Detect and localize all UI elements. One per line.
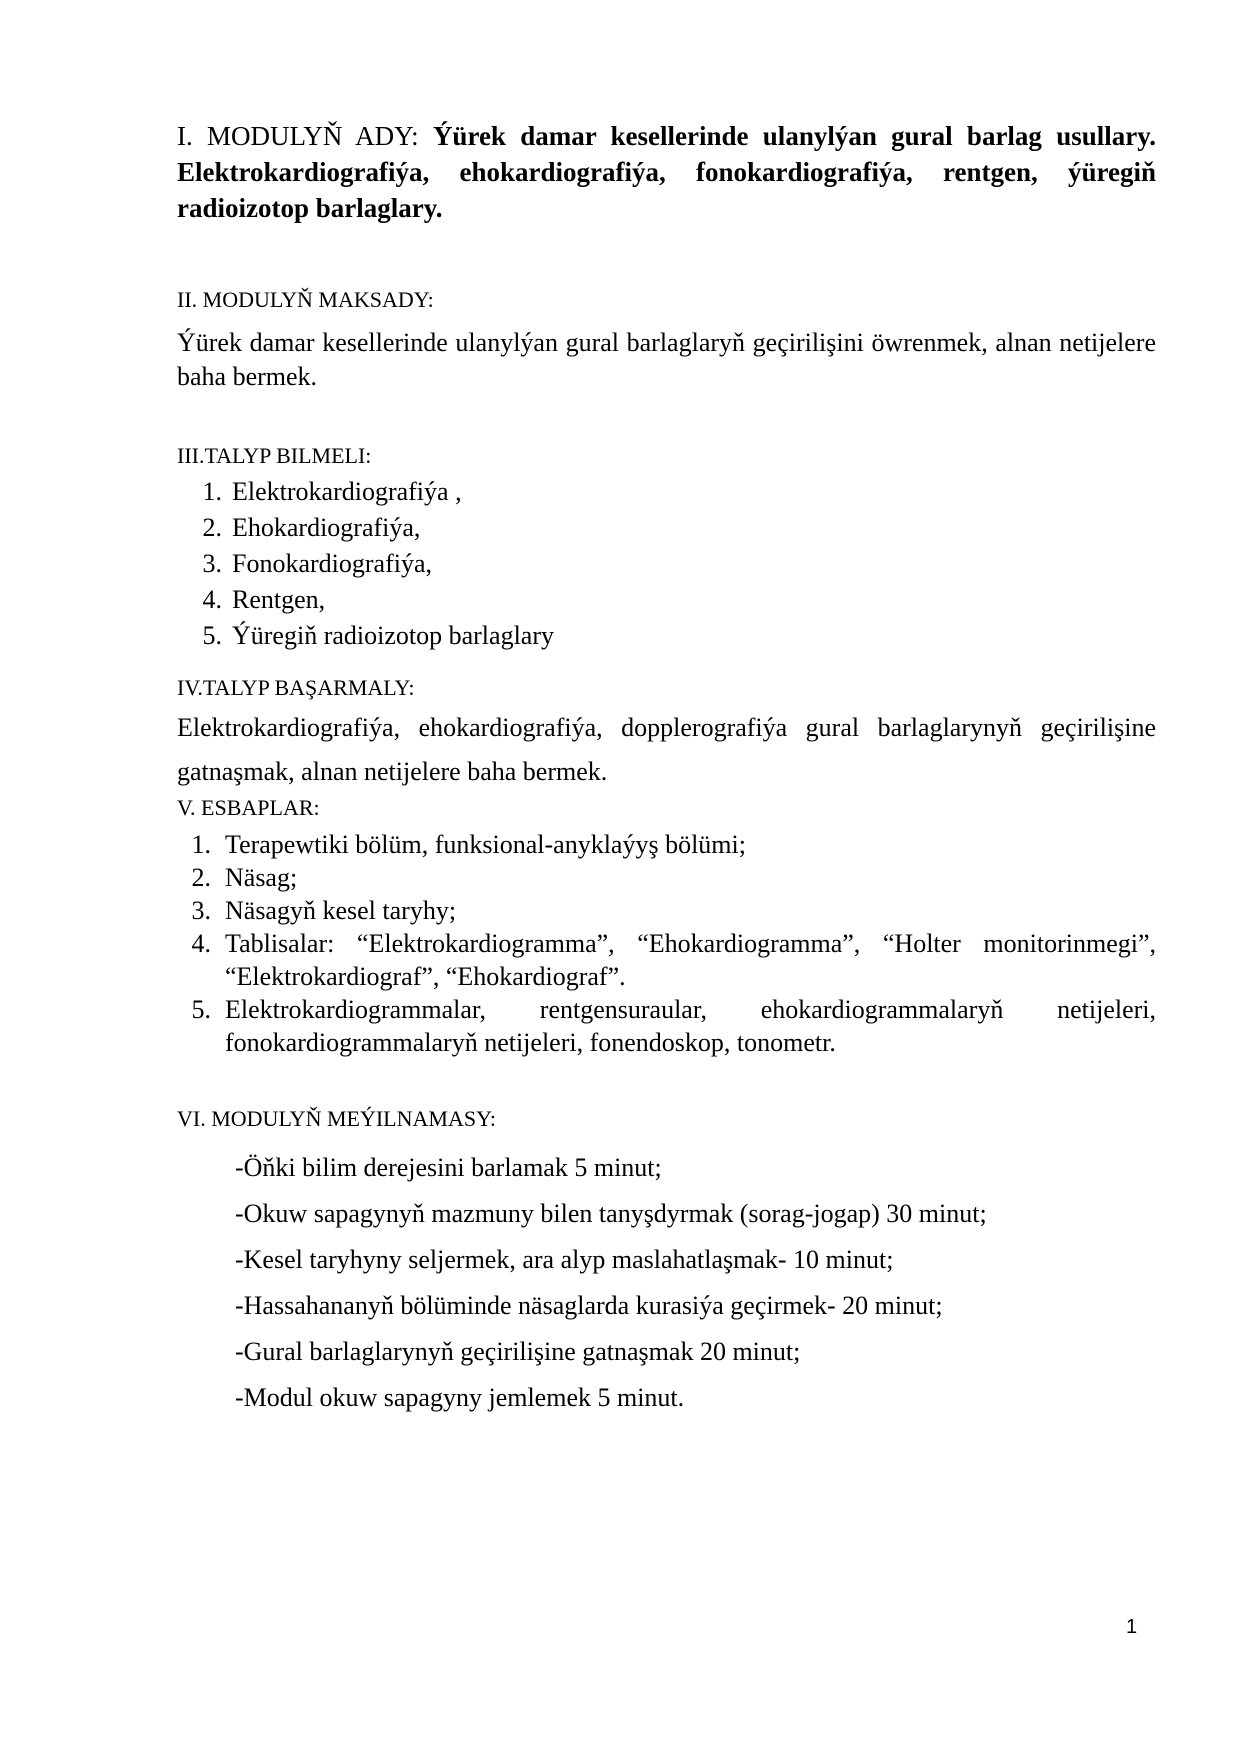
student-performs-text: Elektrokardiografiýa, ehokardiografiýa, dopplerografiýa gural barlaglarynyň geçirilişine gatnaşmak, alnan netijelere baha bermek.: [177, 713, 1156, 786]
equipment-heading: V. ESBAPLAR:: [177, 795, 320, 820]
list-item-number: 5.: [191, 995, 211, 1024]
module-name: [177, 118, 1156, 226]
student-knows-list: [177, 474, 1156, 654]
list-item-text: Näsag;: [225, 863, 298, 892]
list-item-text: Ýüregiň radioizotop barlaglary: [232, 621, 554, 650]
document-page: [177, 118, 1156, 1421]
list-item-text: Näsagyň kesel taryhy;: [225, 896, 457, 925]
module-plan-list: [177, 1145, 1156, 1421]
list-item-number: 1.: [202, 477, 222, 506]
list-item-text: Ehokardiografiýa,: [232, 513, 421, 542]
list-item-number: 3.: [191, 896, 211, 925]
module-plan-heading: VI. MODULYŇ MEÝILNAMASY:: [177, 1106, 497, 1131]
list-item-text: Elektrokardiografiýa ,: [232, 477, 462, 506]
list-item: [177, 474, 1156, 510]
list-item-number: 3.: [202, 549, 222, 578]
list-item: [177, 582, 1156, 618]
list-item: [177, 927, 1156, 993]
plan-item: -Hassahananyň bölüminde näsaglarda kurasiýa geçirmek- 20 minut;: [235, 1291, 943, 1320]
module-name-label: I. MODULYŇ ADY:: [177, 121, 419, 151]
list-item-number: 4.: [191, 929, 211, 958]
plan-item: -Modul okuw sapagyny jemlemek 5 minut.: [235, 1383, 685, 1412]
list-item-number: 5.: [202, 621, 222, 650]
plan-item: -Öňki bilim derejesini barlamak 5 minut;: [235, 1153, 662, 1182]
equipment-list: [177, 828, 1156, 1059]
list-item-number: 1.: [191, 830, 211, 859]
list-item: [177, 618, 1156, 654]
list-item-text: Terapewtiki bölüm, funksional-anyklaýyş bölümi;: [225, 830, 746, 859]
list-item-text: Tablisalar: “Elektrokardiogramma”, “Ehokardiogramma”, “Holter monitorinmegi”, “Elektrokardiograf”, “Ehokardiograf”.: [225, 929, 1156, 991]
list-item-text: Fonokardiografiýa,: [232, 549, 433, 578]
plan-item: -Kesel taryhyny seljermek, ara alyp maslahatlaşmak- 10 minut;: [235, 1245, 894, 1274]
module-name-text: Ýürek damar kesellerinde ulanylýan gural barlag usullary. Elektrokardiografiýa, ehokardiografiýa, fonokardiografiýa, rentgen, ýüregiň radioizotop barlaglary.: [177, 121, 1157, 223]
list-item-number: 2.: [202, 513, 222, 542]
page-number: 1: [1126, 1616, 1138, 1638]
module-goal-text: Ýürek damar kesellerinde ulanylýan gural barlaglaryň geçirilişini öwrenmek, alnan netijelere baha bermek.: [177, 328, 1156, 391]
list-item: [177, 894, 1156, 927]
list-item-number: 4.: [202, 585, 222, 614]
list-item: [177, 546, 1156, 582]
module-goal-heading: II. MODULYŇ MAKSADY:: [177, 287, 434, 312]
list-item: [177, 861, 1156, 894]
plan-item: -Okuw sapagynyň mazmuny bilen tanyşdyrmak (sorag-jogap) 30 minut;: [235, 1199, 987, 1228]
student-knows-heading: III.TALYP BILMELI:: [177, 443, 372, 468]
list-item-number: 2.: [191, 863, 211, 892]
list-item-text: Rentgen,: [232, 585, 326, 614]
student-performs-heading: IV.TALYP BAŞARMALY:: [177, 675, 415, 700]
list-item: [177, 828, 1156, 861]
list-item: [177, 510, 1156, 546]
list-item: [177, 993, 1156, 1059]
plan-item: -Gural barlaglarynyň geçirilişine gatnaşmak 20 minut;: [235, 1337, 801, 1366]
list-item-text: Elektrokardiogrammalar, rentgensuraular, ehokardiogrammalaryň netijeleri, fonokardiogrammalaryň netijeleri, fonendoskop, tonometr.: [225, 995, 1156, 1057]
